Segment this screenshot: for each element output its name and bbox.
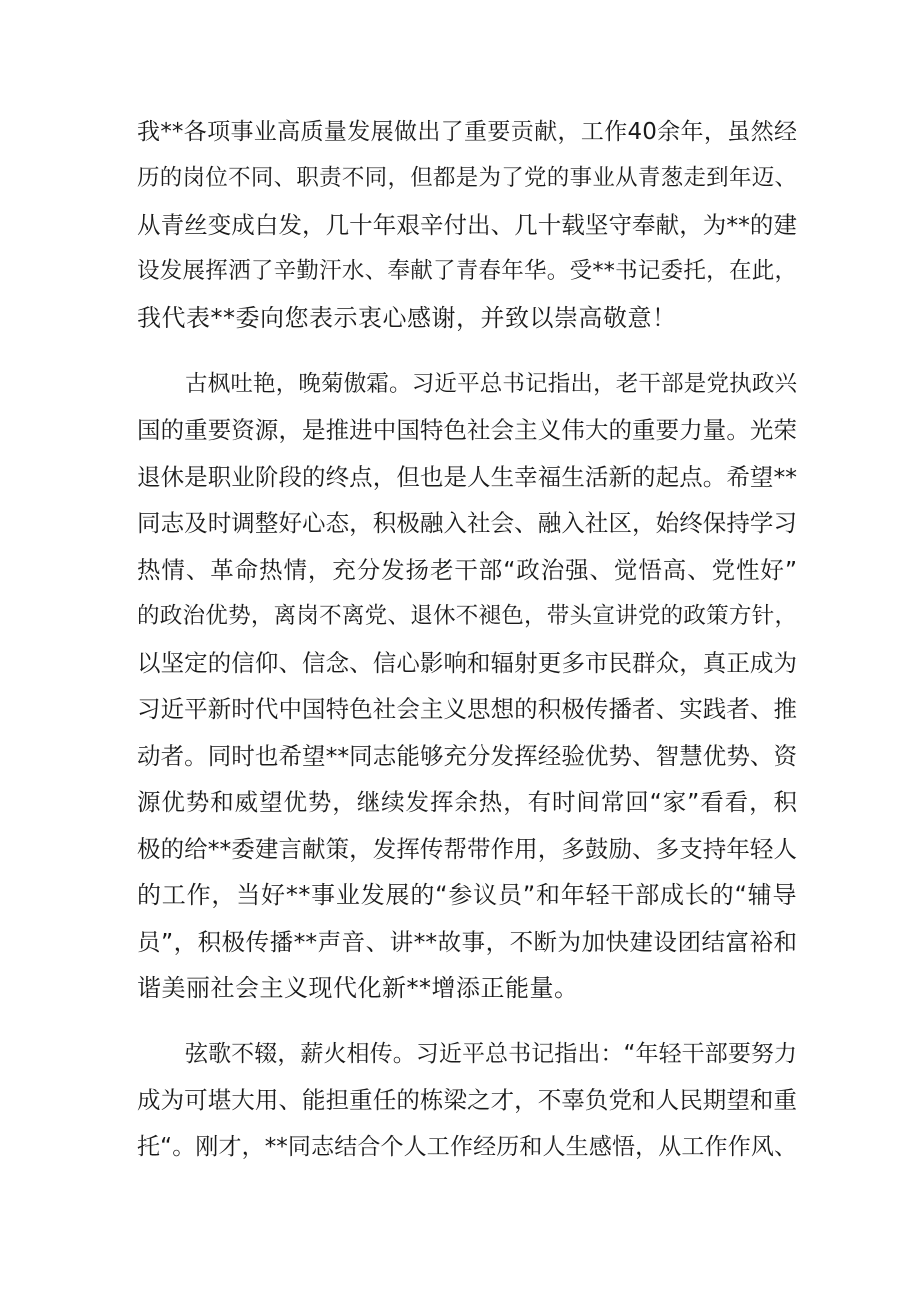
paragraph-line: 历的岗位不同、职责不同，但都是为了党的事业从青葱走到年迈、 [137, 165, 797, 191]
paragraph-line: 托“。刚才，**同志结合个人工作经历和人生感悟，从工作作风、 [137, 1134, 797, 1160]
paragraph-line: 我**各项事业高质量发展做出了重要贡献，工作40余年，虽然经 [137, 119, 797, 145]
paragraph-line: 我代表**委向您表示衷心感谢，并致以崇高敬意！ [137, 304, 677, 332]
paragraph-line: 弦歌不辍，薪火相传。习近平总书记指出：“年轻干部要努力 [185, 1041, 797, 1067]
paragraph-line: 源优势和威望优势，继续发挥余热，有时间常回“家”看看，积 [137, 788, 797, 816]
paragraph-line: 退休是职业阶段的终点，但也是人生幸福生活新的起点。希望** [137, 463, 797, 491]
paragraph-line: 热情、革命热情，充分发扬老干部“政治强、觉悟高、党性好” [137, 556, 797, 584]
paragraph-line: 国的重要资源，是推进中国特色社会主义伟大的重要力量。光荣 [137, 416, 797, 444]
paragraph-line: 古枫吐艳，晚菊傲霜。习近平总书记指出，老干部是党执政兴 [185, 371, 797, 397]
paragraph-line: 谐美丽社会主义现代化新**增添正能量。 [137, 974, 579, 1002]
paragraph-line: 动者。同时也希望**同志能够充分发挥经验优势、智慧优势、资 [137, 742, 797, 770]
paragraph-line: 设发展挥洒了辛勤汗水、奉献了青春年华。受**书记委托，在此， [137, 258, 797, 284]
paragraph-line: 极的给**委建言献策，发挥传帮带作用，多鼓励、多支持年轻人 [137, 835, 797, 863]
paragraph-line: 同志及时调整好心态，积极融入社会、融入社区，始终保持学习 [137, 509, 797, 537]
paragraph-line: 的工作，当好**事业发展的“参议员”和年轻干部成长的“辅导 [137, 881, 797, 909]
paragraph-line: 从青丝变成白发，几十年艰辛付出、几十载坚守奉献，为**的建 [137, 211, 797, 239]
paragraph-line: 以坚定的信仰、信念、信心影响和辐射更多市民群众，真正成为 [137, 649, 797, 677]
paragraph-line: 的政治优势，离岗不离党、退休不褪色，带头宣讲党的政策方针， [137, 603, 797, 629]
paragraph-line: 员”，积极传播**声音、讲**故事，不断为加快建设团结富裕和 [137, 928, 797, 956]
paragraph-line: 习近平新时代中国特色社会主义思想的积极传播者、实践者、推 [137, 695, 797, 723]
paragraph-line: 成为可堪大用、能担重任的栋梁之才，不辜负党和人民期望和重 [137, 1086, 797, 1114]
